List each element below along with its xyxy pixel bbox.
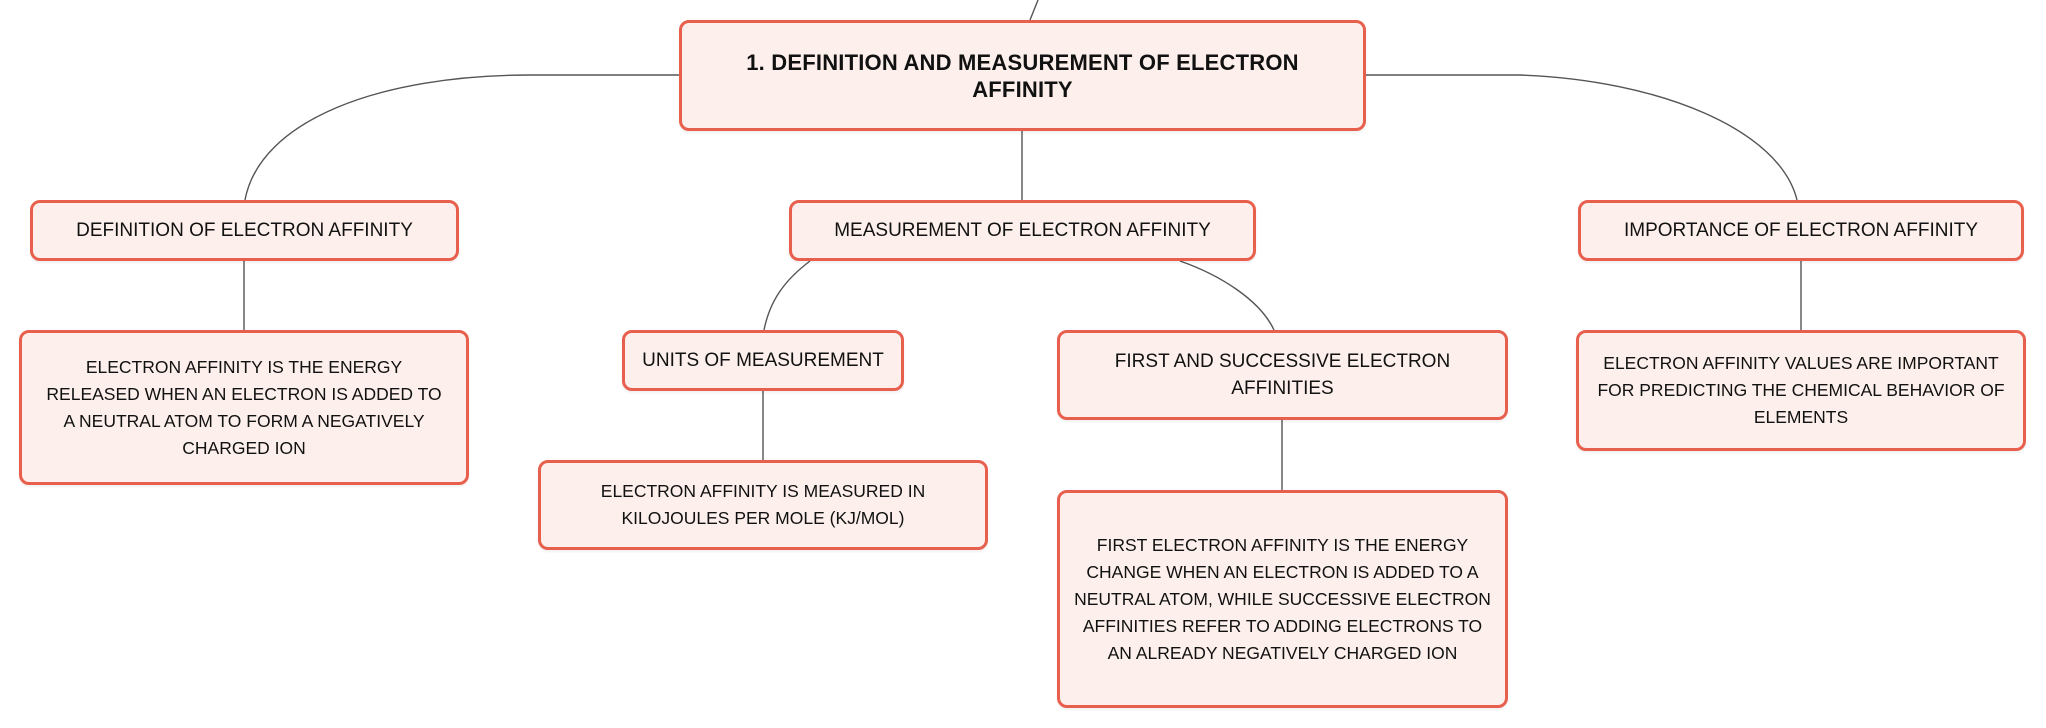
connector-parent-to-root <box>1030 0 1038 20</box>
importance-node[interactable] <box>1578 200 2024 261</box>
connector-root-to-definition <box>245 75 679 200</box>
definition-label: DEFINITION OF ELECTRON AFFINITY <box>76 220 413 241</box>
successive-detail-text: FIRST ELECTRON AFFINITY IS THE ENERGY CHANGE WHEN AN ELECTRON IS ADDED TO A NEUTRAL ATOM, WHILE SUCCESSIVE ELECTRON AFFINITIES REFER TO ADDING ELECTRONS TO AN ALREADY NEGATIVELY CHARGED ION <box>1074 534 1491 663</box>
connector-measurement-to-successive <box>1180 261 1274 330</box>
root-label: 1. DEFINITION AND MEASUREMENT OF ELECTRON AFFINITY <box>746 49 1299 102</box>
importance-detail-node[interactable] <box>1576 330 2026 451</box>
definition-detail-node[interactable] <box>19 330 469 485</box>
connector-measurement-to-units <box>764 261 810 330</box>
successive-label: FIRST AND SUCCESSIVE ELECTRON AFFINITIES <box>1114 351 1451 399</box>
importance-label: IMPORTANCE OF ELECTRON AFFINITY <box>1624 220 1978 241</box>
importance-detail-text: ELECTRON AFFINITY VALUES ARE IMPORTANT FOR PREDICTING THE CHEMICAL BEHAVIOR OF ELEMENTS <box>1597 353 2005 427</box>
successive-node[interactable] <box>1057 330 1508 420</box>
successive-detail-node[interactable] <box>1057 490 1508 708</box>
units-detail-node[interactable] <box>538 460 988 550</box>
connector-root-to-importance <box>1365 75 1797 200</box>
root-node[interactable] <box>679 20 1366 131</box>
measurement-label: MEASUREMENT OF ELECTRON AFFINITY <box>834 220 1211 241</box>
definition-detail-text: ELECTRON AFFINITY IS THE ENERGY RELEASED WHEN AN ELECTRON IS ADDED TO A NEUTRAL ATOM TO FORM A NEGATIVELY CHARGED ION <box>46 356 442 458</box>
definition-node[interactable] <box>30 200 459 261</box>
units-detail-text: ELECTRON AFFINITY IS MEASURED IN KILOJOULES PER MOLE (KJ/MOL) <box>600 481 926 528</box>
measurement-node[interactable] <box>789 200 1256 261</box>
units-node[interactable] <box>622 330 904 391</box>
units-label: UNITS OF MEASUREMENT <box>642 350 884 371</box>
